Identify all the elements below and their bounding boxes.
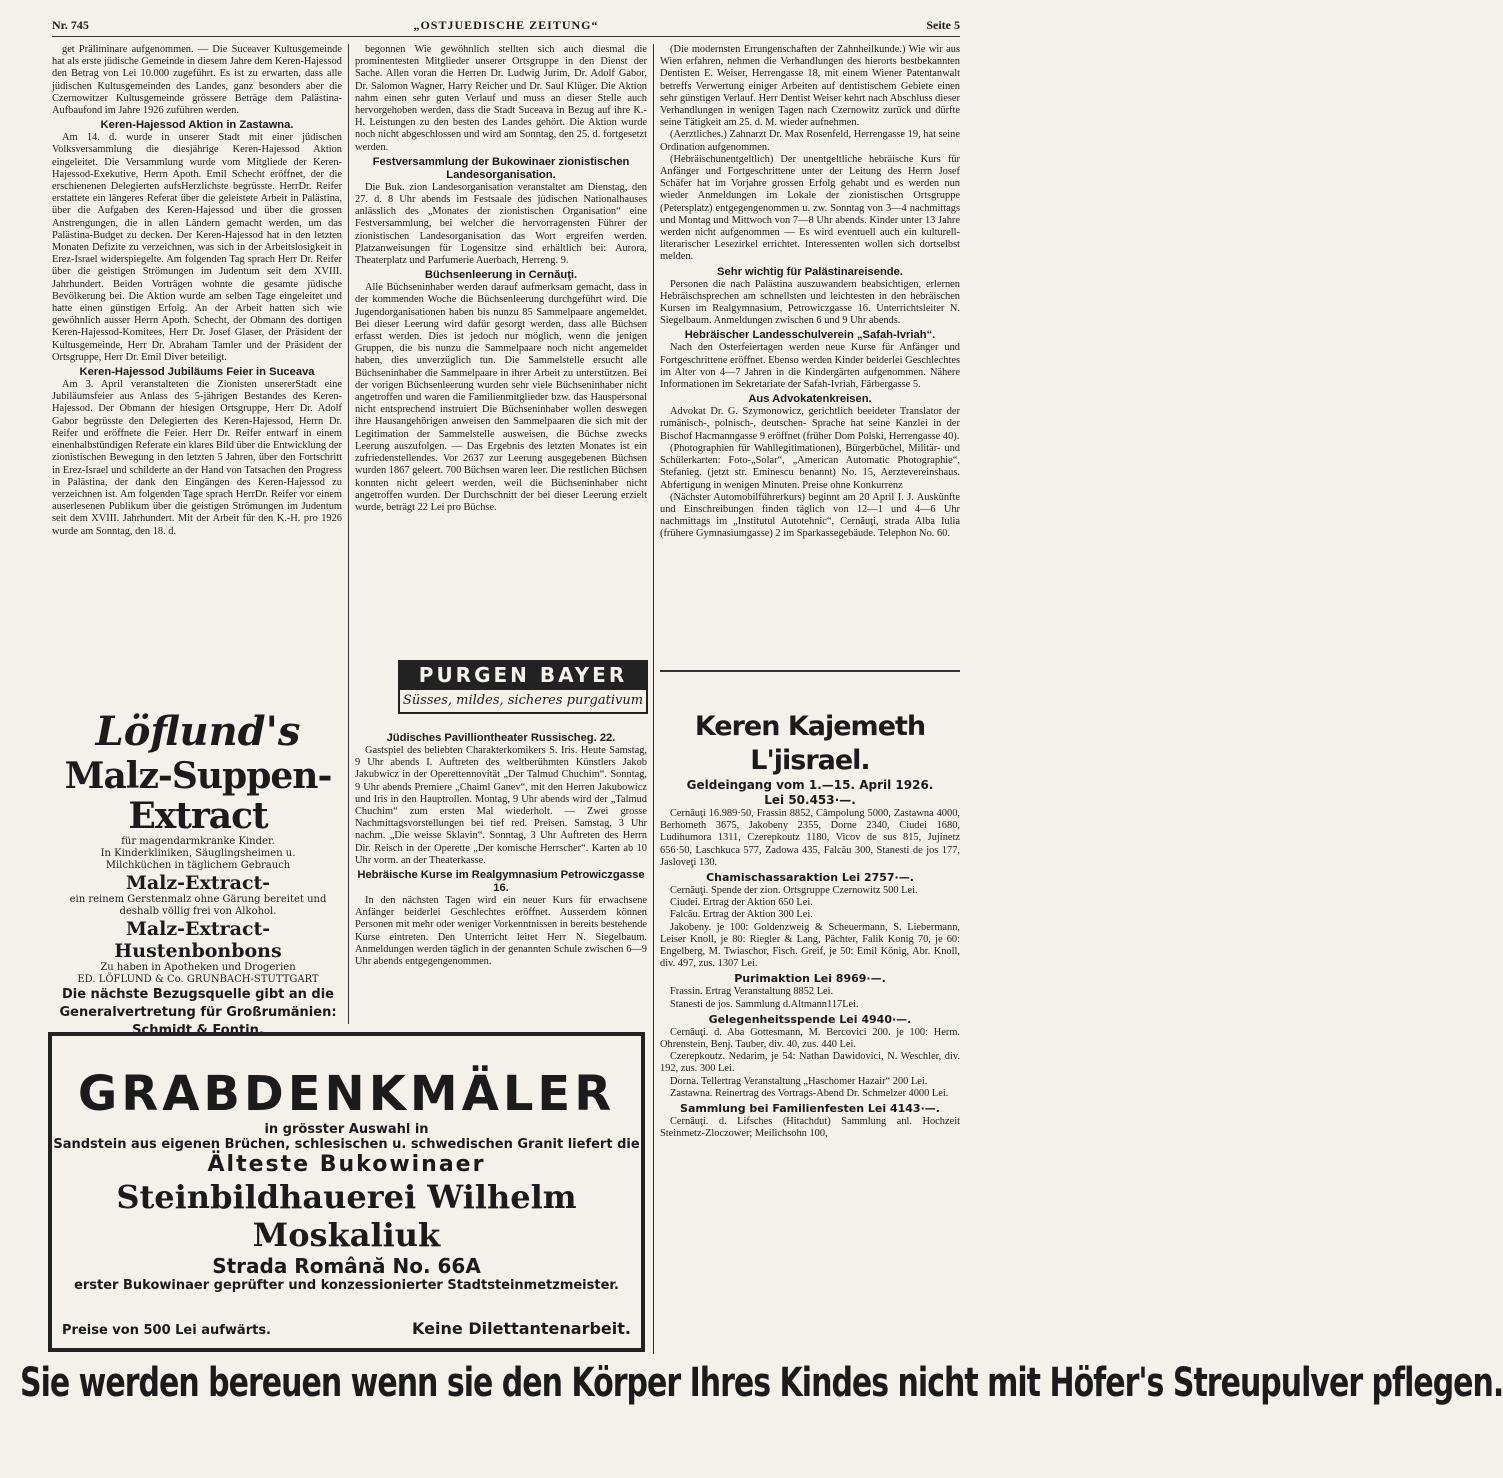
- notice-text: (Hebräischunentgeltlich) Der unentgeltliche hebräische Kurs für Anfänger und Fortgeschrittene unter der Leitung des Herrn Josef Schäfer hat im Vorjahre grossen Erfolg gehabt und es werden nun wieder Anmeldungen im Lokale der zionistischen Ortsgruppe (Petersplatz) entgegengenommen u. zw. Sonntag von 3—4 nachmittags und Montag und Mittwoch von 7—8 Uhr abends. Kinder unter 13 Jahre werden nicht aufgenommen — Es wird eventuell auch ein kulturell-literarischer Lesezirkel errichtet. Interessenten wollen sich dortselbst melden.: [660, 153, 960, 263]
- purgen-brand: PURGEN BAYER: [398, 660, 648, 690]
- article-headline: Büchsenleerung in Cernăuţi.: [424, 269, 578, 282]
- notice-text: (Nächster Automobilführerkurs) beginnt am 20 April I. J. Auskünfte und Einschreibungen finden täglich von 12—1 und 4—6 Uhr nachmittags im „Institutul Autotehnic“, Cernăuţi, strada Alba Iulia (frühere Gymnasiumgasse) 2 im Sparkassegebäude. Telephon No. 60.: [660, 491, 960, 540]
- keren-title: Keren Kajemeth L'jisrael.: [694, 711, 926, 776]
- notice-text: (Photographien für Wahllegitimationen), Bürgerbüchel, Militär- und Schülerkarten: Foto-„Solar“, „American Automatic Photographie“, Stefanieg. (jetzt str. Eminescu benannt) No. 15, Aerztevereinshaus. Abfertigung in wenigen Minuten. Preise ohne Konkurrenz: [660, 442, 960, 491]
- hoefer-banner-ad: Sie werden bereuen wenn sie den Körper Ihres Kindes nicht mit Höfer's Streupulver pflegen.: [20, 1359, 1503, 1407]
- notice-headline: Hebräischer Landesschulverein „Safah-Ivriah“.: [684, 329, 936, 342]
- donation-heading: Sammlung bei Familienfesten Lei 4143·—.: [680, 1102, 940, 1116]
- column-1: [52, 44, 342, 699]
- donation-text: Jakobeny. je 100: Goldenzweig & Scheuermann, S. Liebermann, Leiser Knoll, je 80: Riegler & Lang, Pächter, Falik Konig 70, je 60: Engelberg, M. Twiaschor, Fisch. Greif, je 50: Emil König, Abr. Knoll, div. 497, zus. 1307 Lei.: [660, 921, 960, 970]
- donation-text: Falcău. Ertrag der Aktion 300 Lei.: [670, 909, 813, 921]
- article-headline: Festversammlung der Bukowinaer zionistischen Landesorganisation.: [372, 155, 630, 181]
- notice-text: Nach den Osterfeiertagen werden neue Kurse für Anfänger und Fortgeschrittene eröffnet. Ebenso werden Kinder beiderlei Geschlechtes im Alter von 4—7 Jahren in die Kindergärten aufgenommen. Nähere Informationen im Sekretariate der Safah-Ivriah, Färbergasse 5.: [660, 342, 960, 391]
- loeflund-product: Malz-Suppen-Extract: [64, 755, 332, 837]
- grab-line: Älteste Bukowinaer: [207, 1152, 486, 1177]
- donation-text: Czerepkoutz. Nedarim, je 54: Nathan Dawidovici, N. Weschler, div. 192, zus. 300 Lei.: [660, 1051, 960, 1075]
- loeflund-brand: Löflund's: [95, 708, 301, 755]
- keren-subtitle: Geldeingang vom 1.—15. April 1926.: [686, 778, 934, 792]
- loeflund-desc: ein reinem Gerstenmalz ohne Gärung bereitet und deshalb völlig frei von Alkohol.: [69, 894, 327, 917]
- loeflund-product-3: Malz-Extract-: [125, 918, 271, 940]
- column-rule-1: [348, 44, 349, 1024]
- loeflund-desc: für magendarmkranke Kinder.: [121, 836, 275, 847]
- donation-heading: Chamischassaraktion Lei 2757·—.: [706, 871, 914, 885]
- donation-heading: Gelegenheitsspende Lei 4940·—.: [708, 1012, 912, 1026]
- donation-text: Stanesti de jos. Sammlung d.Altmann117Lei.: [670, 998, 859, 1010]
- loeflund-availability: Zu haben in Apotheken und Drogerien: [100, 962, 296, 973]
- article-text: In den nächsten Tagen wird ein neuer Kurs für erwachsene Anfänger beiderlei Geschlechtes eröffnet. Ausserdem können Personen mit mehr oder weniger Vorkenntnissen in bereits bestehende Kurse eintreten. Den Unterricht leitet Herr N. Siegelbaum. Anmeldungen werden täglich in der genannten Schule zwischen 6—9 Uhr abends entgegengenommen.: [355, 895, 647, 968]
- donation-text: Cernăuţi. Spende der zion. Ortsgruppe Czernowitz 500 Lei.: [670, 885, 918, 897]
- page-number: Nr. 745: [52, 18, 89, 32]
- donation-text: Cernăuţi 16.989·50, Frassin 8852, Câmpolung 5000, Zastawna 4000, Berhometh 3675, Jakobeny 2355, Dorne 2340, Ciudei 1680, Ludihumora 1311, Czerepkoutz 1180, Vicov de sus 815, Jujinetz 656·50, Laschkuca 577, Zadowa 435, Falcău 300, Stanesti de jos 177, Jasloveţi 130.: [660, 808, 960, 868]
- loeflund-ad: [52, 708, 344, 1038]
- keren-heading: [660, 710, 960, 808]
- grab-line: erster Bukowinaer geprüfter und konzessionierter Stadtsteinmetzmeister.: [74, 1278, 619, 1293]
- grab-price: Preise von 500 Lei aufwärts.: [62, 1323, 271, 1338]
- donation-text: Cernăuţi. d. Aba Gottesmann, M. Bercovici 200. je 100: Herm. Ohrenstein, Benj. Tauber, div. 40, zus. 440 Lei.: [660, 1026, 960, 1051]
- column-2-lower: [355, 730, 647, 1030]
- article-text: Am 14. d. wurde in unserer Stadt mit einer jüdischen Volksversammlung die diesjährige Keren-Hajessod Aktion eingeleitet. Die Versammlung wurde vom Mitgliede der Keren-Hajessod-Exekutive, Herrn Apoth. Emil Schecht eröffnet, der die erschienenen Delegierten aufsHerzlichste begrüsste. HerrDr. Reifer erstattete ein längeres Referat über die geleistete Arbeit in Palästina, über die Aufgaben des Keren-Hajessod und über die grossen Anstrengungen, die in allen Ländern gemacht werden, um das Palästina-Budget zu decken. Der Keren-Hajessod hat in den letzten Monaten Defizite zu verzeichnen, was sich in der Arbeitslosigkeit in Erez-Israel widerspiegelte. Am folgenden Tag sprach Herr Dr. Reifer über die geistigen Strömungen im Judentum seit dem XVIII. Jahrhundert. Beiden Vorträgen wohnte die gesamte jüdische Bevölkerung bei. Die Aktion wurde am selben Tage eingeleitet und hatte einen günstigen Erfolg. An der Arbeit hatten sich wie gewöhnlich ausser Herrn Apoth. Schecht, der Obmann des dortigen Keren-Hajessod-Komitees, Herr Dr. Josef Glaser, der Präsident der Kultusgemeinde, Herr Dr. Abraham Tamler und der Präsident der Ortsgruppe, Herr Dr. Emil Diver beteiligt.: [52, 132, 342, 363]
- keren-total: Lei 50.453·—.: [764, 793, 856, 807]
- purgen-slogan: Süsses, mildes, sicheres purgativum: [398, 690, 648, 714]
- article-headline: Hebräische Kurse im Realgymnasium Petrowiczgasse 16.: [357, 869, 645, 895]
- donation-text: Cernăuţi. d. Lifsches (Hitachdut) Sammlung anl. Hochzeit Steinmetz-Zloczower; Meilichsohn 100,: [660, 1116, 960, 1140]
- loeflund-product-3b: Hustenbonbons: [114, 940, 282, 962]
- loeflund-note: Generalvertretung für Großrumänien:: [59, 1005, 337, 1020]
- loeflund-distributor: Schmidt & Fontin.: [132, 1023, 264, 1038]
- notice-headline: Aus Advokatenkreisen.: [748, 393, 872, 406]
- article-text: Die Buk. zion Landesorganisation veranstaltet am Dienstag, den 27. d. 8 Uhr abends im Festsaale des jüdischen Nationalhauses anlässlich des „Monates der zionistischen Organisation“ eine Festversammlung, bei welcher die hervorragensten Führer der zionistischen Landesorganisation das Wort ergreifen werden. Platzanweisungen für Logensitze sind erhältlich bei: Aurora, Theaterplatz und Parfumerie Auerbach, Herreng. 9.: [355, 181, 647, 267]
- page-header: [52, 12, 960, 32]
- page-label: Seite 5: [926, 18, 960, 32]
- column-2: [355, 44, 647, 654]
- notice-text: (Die modernsten Errungenschaften der Zahnheilkunde.) Wie wir aus Wien erfahren, nehmen die Verhandlungen des hierorts bestbekannten Dentisten E. Weiser, Herrengasse 18, mit einem Wiener Patentanwalt betreffs Verwertung einiger Arbeiten auf dentistischem Gebiete einen sehr günstigen Verlauf. Herr Dentist Weiser kehrt nach Abschluss dieser Verhandlungen in wenigen Tagen nach Czernowitz zurück und dürfte seine Tätigkeit am 25. d. M. wieder aufnehmen.: [660, 44, 960, 129]
- grab-company: Steinbildhauerei Wilhelm Moskaliuk: [116, 1178, 577, 1254]
- grab-line: in grösster Auswahl in: [264, 1122, 429, 1137]
- newspaper-title: „OSTJUEDISCHE ZEITUNG“: [413, 18, 599, 32]
- column-3: [660, 44, 960, 664]
- notice-text: Personen die nach Palästina auszuwandern beabsichtigen, erlernen Hebräischsprechen am schnellsten und leichtesten in den hebräischen Kursen im Realgymnasium, Petrowiczgasse 16. Unterrichtsleiter N. Siegelbaum. Anmeldungen zwischen 6 und 9 Uhr abends.: [660, 278, 960, 327]
- article-text: Am 3. April veranstalteten die Zionisten unsererStadt eine Jubiläumsfeier aus Anlass des 5-jährigen Bestandes des Keren-Hajessod. Der Obmann der hiesigen Ortsgruppe, Herr Dr. Adolf Gabor begrüsste den Delegierten des Keren-Hajessod, Herrn Dr. Reifer und eröffnete die Feier. Herr Dr. Reifer entwarf in einem einenhalbstündigen Referate ein klares Bild über die Entwicklung der zionistischen Bewegung in den letzten 5 Jahren, über den Fortschritt in Erez-Israel und schilderte an der Hand von Tatsachen den Progress in Palästina, der dank den Eingängen des Keren-Hajessod zu verzeichnen ist. Am folgenden Tage sprach HerrDr. Reifer vor einem auserlesenen Publikum über die geistigen Strömungen im Judentum seit dem XVIII. Jahrhundert. Mit der Arbeit für den K.-H. pro 1926 wurde am Sonntag, den 18. d.: [52, 379, 342, 537]
- loeflund-desc: Milchküchen in täglichem Gebrauch: [105, 860, 291, 871]
- grab-line: Sandstein aus eigenen Brüchen, schlesischen u. schwedischen Granit liefert die: [53, 1137, 640, 1152]
- loeflund-maker: ED. LÖFLUND & Co. GRUNBACH-STUTTGART: [77, 974, 319, 985]
- article-headline: Jüdisches Pavilliontheater Russischeg. 22.: [386, 732, 616, 744]
- loeflund-desc: In Kinderkliniken, Säuglingsheimen u.: [100, 848, 296, 859]
- donation-text: Dorna. Tellertrag Veranstaltung „Haschomer Hazair“ 200 Lei.: [670, 1075, 928, 1087]
- purgen-bayer-ad: [398, 660, 648, 716]
- section-rule: [660, 670, 960, 672]
- article-text: begonnen Wie gewöhnlich stellten sich auch diesmal die prominentesten Mitglieder unserer Ortsgruppe in den Dienst der Sache. Allen voran die Herren Dr. Ludwig Jurim, Dr. Adolf Gabor, Dr. Salomon Wagner, Harry Reicher und Dr. Saul Klüger. Die Aktion nahm einen sehr guten Verlauf und muss an dieser Stelle auch hervorgehoben werden, dass die Stadt Suceava in Bezug auf ihre K.-H. Leistungen zu den besten des Landes gehört. Die Aktion wurde noch nicht abgeschlossen und wird am Sonntag, den 25. d. fortgesetzt werden.: [355, 44, 647, 153]
- notice-text: Advokat Dr. G. Szymonowicz, gerichtlich beeideter Translator der rumänisch-, polnisch-, deutschen- Sprache hat seine Kanzlei in der Bischof Hacmanngasse 9 eröffnet (früher Dom Polski, Herrengasse 40).: [660, 406, 960, 442]
- grab-slogan: Keine Dilettantenarbeit.: [412, 1319, 631, 1338]
- donation-text: Frassin. Ertrag Veranstaltung 8852 Lei.: [670, 986, 834, 998]
- article-headline: Keren-Hajessod Aktion in Zastawna.: [100, 119, 294, 132]
- notice-text: (Aerztliches.) Zahnarzt Dr. Max Rosenfeld, Herrengasse 19, hat seine Ordination aufgenommen.: [660, 129, 960, 153]
- keren-kajemeth-section: [660, 710, 960, 1360]
- article-text: Gastspiel des beliebten Charakterkomikers S. Iris. Heute Samstag, 9 Uhr abends I. Auftreten des weltberühmten Künstlers Jakob Jakubwicz in der Operettennovität „Der Talmud Chuchim“. Sonntag, 9 Uhr abends Premiere „Chaiml Ganev“, mit den Herren Jakubowicz und Iris in den Hauptrollen. Montag, 9 Uhr abends wird der „Talmud Chuchim“ zum ersten Mal wiederholt. — Zwei grosse Nachmittagsvorstellungen bei tief red. Preisen. Samstag, 3 Uhr nachm. „Die weisse Sklavin“. Sonntag, 3 Uhr Auftreten des Herrn Dir. Reisch in der Operette „Der komische Herrscher“. Karten ab 10 Uhr vorm. an der Theaterkasse.: [355, 745, 647, 866]
- donation-heading: Purimaktion Lei 8969·—.: [734, 972, 886, 986]
- grab-address: Strada Română No. 66A: [212, 1254, 481, 1278]
- grabdenkmaeler-ad: [48, 1032, 645, 1352]
- loeflund-product-2: Malz-Extract-: [125, 872, 271, 894]
- header-rule: [52, 36, 960, 37]
- grab-title: GRABDENKMÄLER: [77, 1066, 616, 1122]
- donation-text: Zastawna. Reinertrag des Vortrags-Abend Dr. Schmelzer 4000 Lei.: [670, 1087, 949, 1099]
- notice-headline: Sehr wichtig für Palästinareisende.: [717, 265, 903, 278]
- article-text: get Präliminare aufgenommen. — Die Suceaver Kultusgemeinde hat als erste jüdische Gemeinde in diesem Jahre dem Keren-Hajessod den Betrag von Lei 10.000 zugeführt. Es ist zu erwarten, dass alle jüdischen Kultusgemeinden des Landes, ganz besonders aber die Czernowitzer Kultusgemeinde grössere Beträge dem Palästina-Aufbaufond im Jahre 1926 zuführen werden.: [52, 44, 342, 117]
- donation-text: Ciudei. Ertrag der Aktion 650 Lei.: [670, 897, 813, 909]
- article-text: Alle Büchseninhaber werden darauf aufmerksam gemacht, dass in der kommenden Woche die Büchsenleerung durchgeführt wird. Die Jugendorganisationen haben bis nunzu 85 Sammelpaare angemeldet. Bei dieser Leerung wird dafür gesorgt werden, dass alle Büchsen erfasst werden. Dies ist jedoch nur möglich, wenn die jenigen Gruppen, die bis nunzu die Sammelpaare noch nicht angemeldet haben, dies unverzüglich tun. Die Sammelstelle ersucht alle Büchseninhaber die Sammelpaare in ihrer Arbeit zu unterstützen. Bei der vorigen Büchsenleerung wurden sehr viele Büchseninhaber nicht angetroffen und waren die Familienmitglieder bzw. das Hauspersonal nicht entsprechend instruiert Die Büchseninhaber wollen deswegen ihre Hausangehörigen anweisen den Sammelpaaren die sich mit der Legitimation der Sammelstelle ausweisen, die Büchse zwecks Leerung auszufolgen. — Das Ergebnis des letzten Monates ist ein zufriedenstellendes. Vor 2637 zur Leerung ausgegebenen Büchsen wurden 1867 geleert. 700 Büchsen waren leer. Die restlichen Büchsen konnten nicht geleert werden, weil die Büchseninhaber nicht angetroffen wurden. Der Durchschnitt der bei dieser Leerung erzielt wurde, beträgt 22 Lei pro Büchse.: [355, 282, 647, 513]
- column-rule-2: [653, 44, 654, 1354]
- loeflund-note: Die nächste Bezugsquelle gibt an die: [61, 987, 335, 1002]
- article-headline: Keren-Hajessod Jubiläums Feier in Suceava: [79, 366, 315, 379]
